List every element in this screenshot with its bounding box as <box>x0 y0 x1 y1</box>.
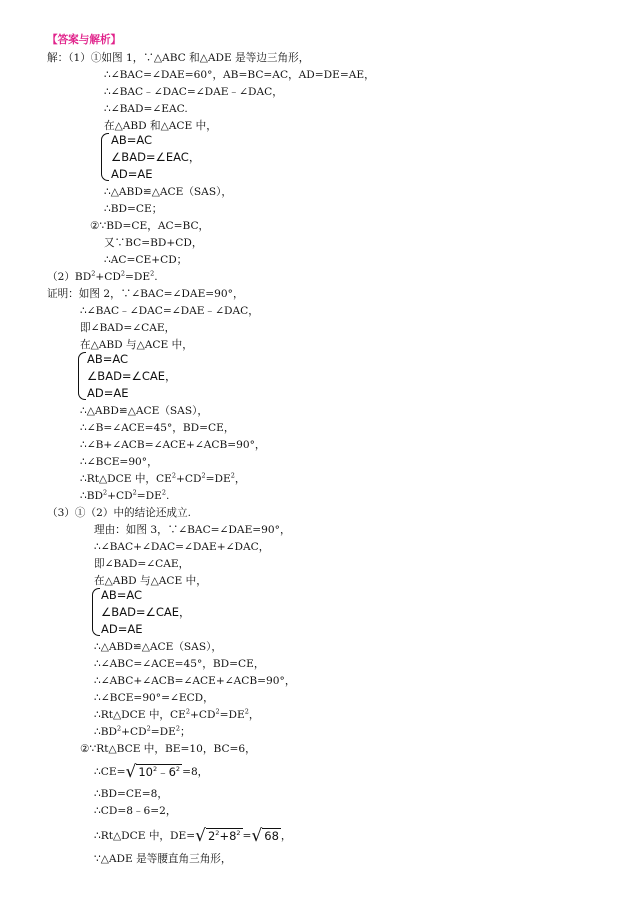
p3-line-1: （3）①（2）中的结论还成立. <box>47 507 191 519</box>
p3-line-12: ②∵Rt△BCE 中，BE=10，BC=6， <box>80 743 256 755</box>
p1-system-eq-1: AB=AC <box>111 133 153 147</box>
p3-line-17: ∵△ADE 是等腰直角三角形， <box>94 853 232 865</box>
p2-line-3: 即∠BAD=∠CAE， <box>80 322 176 334</box>
p2-system-eq-3: AD=AE <box>87 386 129 400</box>
p3-line-10: ∴Rt△DCE 中，$CE^2+CD^2=DE^2$， <box>94 707 260 721</box>
sqrt-symbol: √ $2^2+8^2$ <box>195 826 241 846</box>
answer-header: 【答案与解析】 <box>47 34 122 46</box>
p3-system-eq-1: AB=AC <box>101 588 143 602</box>
p3-line-3: ∴∠BAC+∠DAC=∠DAE+∠DAC， <box>94 541 270 553</box>
sqrt-symbol: √ 68 <box>251 826 279 846</box>
p2-line-4: 在△ABD 与△ACE 中， <box>80 339 193 351</box>
p1-line-8: ②∵BD=CE，AC=BC， <box>90 220 210 232</box>
p2-line-1: 证明：如图 2，∵∠BAC=∠DAE=90°， <box>47 288 244 300</box>
p3-line-8: ∴∠ABC+∠ACB=∠ACE+∠ACB=90°， <box>94 675 296 687</box>
p1-line-6: ∴△ABD≌△ACE（SAS）， <box>104 186 232 198</box>
p1-line-4: ∴∠BAD=∠EAC. <box>104 103 188 115</box>
p3-system-brace <box>92 588 100 636</box>
p2-line-2: ∴∠BAC﹣∠DAC=∠DAE﹣∠DAC， <box>80 305 259 317</box>
p3-line-6: ∴△ABD≌△ACE（SAS）， <box>94 641 222 653</box>
p1-line-7: ∴BD=CE； <box>104 203 163 215</box>
p3-line-11: $\therefore BD^2+CD^2=DE^2$； <box>94 724 191 738</box>
p3-line-4: 即∠BAD=∠CAE， <box>94 558 190 570</box>
p3-line-14: ∴BD=CE=8， <box>94 788 168 800</box>
p1-line-1: 解：（1）①如图 1，∵△ABC 和△ADE 是等边三角形， <box>47 52 310 64</box>
p1-line-2: ∴∠BAC=∠DAE=60°，AB=BC=AC，AD=DE=AE， <box>104 69 375 81</box>
p1-system-eq-2: ∠BAD=∠EAC， <box>111 150 201 164</box>
p3-line-7: ∴∠ABC=∠ACE=45°，BD=CE， <box>94 658 265 670</box>
p1-line-5: 在△ABD 和△ACE 中， <box>104 120 217 132</box>
p2-line-9: ∴Rt△DCE 中，$CE^2+CD^2=DE^2$， <box>80 471 246 485</box>
p3-system-eq-3: AD=AE <box>101 622 143 636</box>
p2-line-7: ∴∠B+∠ACB=∠ACE+∠ACB=90°， <box>80 439 266 451</box>
p3-line-9: ∴∠BCE=90°=∠ECD， <box>94 692 214 704</box>
p3-line-13-ce-formula: ∴CE=√ $10^2﹣6^2 =8$， <box>94 762 209 782</box>
p1-system-brace <box>101 133 109 181</box>
p1-system-eq-3: AD=AE <box>111 167 153 181</box>
p2-line-6: ∴∠B=∠ACE=45°，BD=CE， <box>80 422 235 434</box>
p2-line-8: ∴∠BCE=90°， <box>80 456 158 468</box>
p1-line-3: ∴∠BAC﹣∠DAC=∠DAE﹣∠DAC， <box>104 86 283 98</box>
sqrt-symbol: √ $10^2﹣6^2$ <box>125 762 181 782</box>
p1-line-9: 又∵BC=BD+CD， <box>104 237 203 249</box>
p3-line-15: ∴CD=8﹣6=2， <box>94 805 177 817</box>
p2-title: $(2)BD^2+CD^2=DE^2$. <box>47 269 158 283</box>
p2-line-5: ∴△ABD≌△ACE（SAS）， <box>80 405 208 417</box>
p3-line-5: 在△ABD 与△ACE 中， <box>94 575 207 587</box>
p2-system-brace <box>78 352 86 400</box>
p3-line-2: 理由：如图 3，∵∠BAC=∠DAE=90°， <box>94 524 291 536</box>
p3-system-eq-2: ∠BAD=∠CAE， <box>101 605 191 619</box>
p1-line-10: ∴AC=CE+CD； <box>104 254 188 266</box>
p3-line-16-de-formula: ∴Rt△DCE 中，DE=√ $2^2+8^2$ =√ 68 ， <box>94 826 292 846</box>
p2-line-10: $\therefore BD^2+CD^2=DE^2$. <box>80 488 170 502</box>
p2-system-eq-2: ∠BAD=∠CAE， <box>87 369 177 383</box>
p2-system-eq-1: AB=AC <box>87 352 129 366</box>
